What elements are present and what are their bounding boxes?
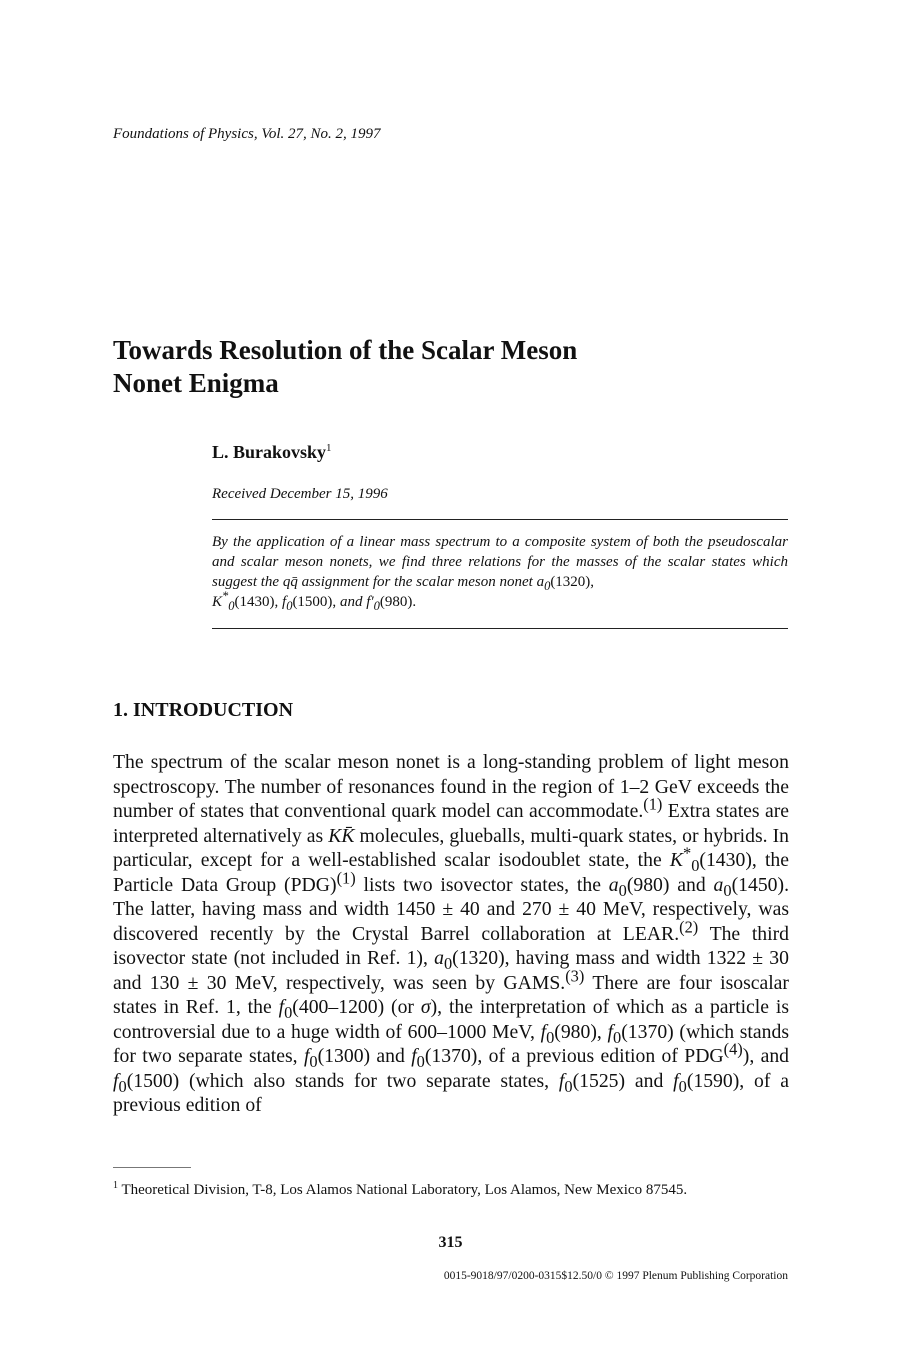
received-date: Received December 15, 1996 [212, 486, 388, 502]
abstract-mass: (1500), [292, 594, 340, 610]
text-run: ), the interpretation of which as a particle is controversial due to a huge width of 600–1000 MeV, [113, 996, 789, 1043]
author [212, 442, 332, 463]
copyright-line: 0015-9018/97/0200-0315$12.50/0 © 1997 Plenum Publishing Corporation [443, 1270, 788, 1282]
text-run: lists two isovector states, the [355, 873, 609, 896]
journal-header: Foundations of Physics, Vol. 27, No. 2, 1997 [113, 126, 381, 142]
math-symbol: f [540, 1020, 547, 1043]
text-run: (980) and [626, 873, 714, 896]
math-symbol: f [113, 1069, 119, 1092]
citation: (1) [643, 794, 663, 814]
paper-title [113, 334, 713, 400]
math-subscript: 0 [416, 1051, 425, 1071]
math-subscript: 0 [618, 880, 627, 900]
paragraph [113, 750, 789, 1118]
page-number: 315 [438, 1234, 463, 1251]
math-symbol: a [608, 873, 619, 896]
math-superscript: * [682, 843, 692, 863]
math-subscript: 0 [678, 1076, 687, 1096]
text-run: molecules, glueballs, multi-quark states, or hybrids. In particular, except for a well-established scalar isodoublet state, the [113, 824, 789, 871]
text-run: (1450). The latter, having mass and width 1450 ± 40 and 270 ± 40 MeV, respectively, was discovered recently by the Crystal Barrel collaboration at LEAR. [113, 873, 789, 945]
math-subscript: 0 [118, 1076, 127, 1096]
footnote [113, 1180, 789, 1201]
text-run: (400–1200) (or [292, 996, 421, 1018]
math-subscript: 0 [443, 953, 453, 973]
text-run: (1370), of a previous edition of PDG [424, 1045, 724, 1067]
math-subscript: 0 [546, 1027, 555, 1047]
math-symbol: f [303, 1045, 310, 1067]
citation: (1) [336, 867, 356, 887]
math-symbol: KK̄ [328, 824, 355, 847]
abstract-symbol: a [536, 574, 545, 590]
abstract-bottom-rule [212, 628, 788, 629]
text-run: The spectrum of the scalar meson nonet is a long-standing problem of light meson spectroscopy. The number of resonances found in the region of 1–2 GeV exceeds the number of states that conventional quark model can accommodate. [113, 751, 789, 822]
abstract-subscript: 0 [286, 599, 293, 613]
text-run: The third isovector state (not included in Ref. 1), [113, 922, 790, 969]
abstract-symbol: f′ [366, 594, 374, 610]
abstract-text: By the application of a linear mass spectrum to a composite system of both the pseudoscalar and scalar meson nonets, we find three relations for the masses of the scalar states which suggest the [212, 534, 788, 590]
math-symbol: a [434, 947, 444, 969]
math-subscript: 0 [691, 855, 700, 875]
math-symbol: f [411, 1045, 417, 1067]
body-text [113, 750, 789, 1118]
abstract [212, 532, 788, 612]
abstract-symbol: K [212, 594, 223, 610]
abstract-mass: (980). [379, 594, 417, 610]
math-subscript: 0 [613, 1027, 622, 1047]
author-footnote-mark: 1 [326, 442, 332, 454]
section-heading: 1. INTRODUCTION [113, 699, 294, 721]
math-subscript: 0 [723, 880, 732, 900]
citation: (3) [565, 965, 585, 985]
math-symbol: f [607, 1020, 614, 1043]
footnote-text: Theoretical Division, T-8, Los Alamos National Laboratory, Los Alamos, New Mexico 87545. [118, 1182, 688, 1198]
math-subscript: 0 [309, 1051, 318, 1071]
abstract-symbol: f [282, 594, 287, 610]
text-run: There are four isoscalar states in Ref. 1, the [113, 971, 789, 1018]
math-symbol: f [673, 1069, 679, 1092]
text-run: (1300) and [317, 1045, 412, 1067]
abstract-mass: (1320), [550, 574, 595, 590]
math-symbol: f [278, 996, 285, 1018]
math-symbol: σ [420, 996, 431, 1018]
text-run: (1525) and [572, 1069, 674, 1092]
abstract-text: and [339, 594, 367, 610]
text-run: (1590), of a previous edition of [113, 1069, 789, 1116]
abstract-top-rule [212, 519, 788, 520]
math-subscript: 0 [284, 1002, 293, 1022]
text-run: ), and [742, 1045, 790, 1067]
footnote-mark: 1 [113, 1180, 118, 1191]
abstract-superscript: * [222, 589, 229, 603]
citation: (2) [679, 916, 699, 936]
text-run: (980), [554, 1020, 608, 1043]
abstract-subscript: 0 [544, 579, 551, 593]
abstract-text: assignment for the scalar meson nonet [297, 574, 537, 590]
text-run: (1320), having mass and width 1322 ± 30 and 130 ± 30 MeV, respectively, was seen by GAMS. [113, 947, 789, 994]
math-symbol: a [713, 873, 724, 896]
math-symbol: K [669, 849, 683, 871]
text-run: (1430), the Particle Data Group (PDG) [113, 849, 789, 896]
text-run: Extra states are interpreted alternatively as [113, 800, 790, 847]
author-name: L. Burakovsky [212, 442, 327, 462]
citation: (4) [723, 1039, 743, 1059]
abstract-qq: qq̄ [282, 574, 298, 590]
title-line-1: Towards Resolution of the Scalar Meson [113, 335, 578, 365]
math-subscript: 0 [564, 1076, 573, 1096]
text-run: (1500) (which also stands for two separate states, [126, 1069, 559, 1092]
abstract-subscript: 0 [373, 599, 380, 613]
footnote-rule [113, 1167, 191, 1168]
title-line-2: Nonet Enigma [113, 368, 279, 398]
math-symbol: f [558, 1069, 565, 1092]
abstract-subscript: 0 [228, 599, 235, 613]
text-run: (1370) (which stands for two separate states, [113, 1020, 789, 1067]
abstract-mass: (1430), [234, 594, 283, 610]
